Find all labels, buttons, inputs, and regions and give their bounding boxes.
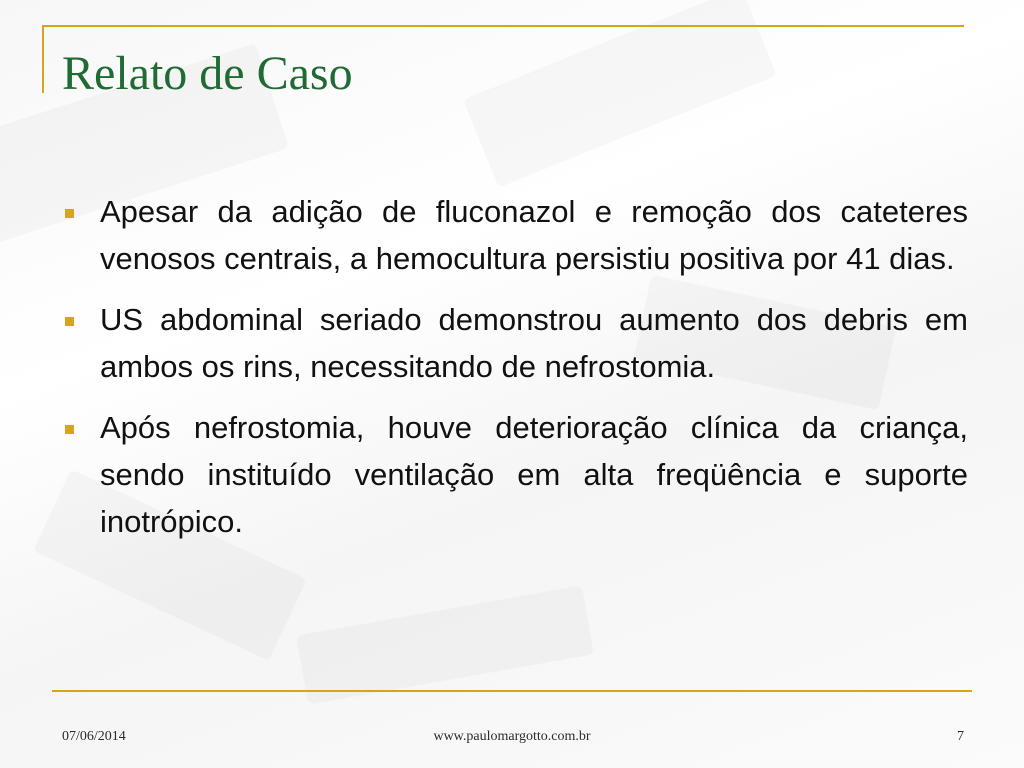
bullet-text: Após nefrostomia, houve deterioração clínica da criança, sendo instituído ventilação em alta freqüência e suporte inotrópico. — [100, 410, 968, 539]
background-texture-shape — [463, 0, 777, 188]
bullet-list — [62, 188, 968, 559]
footer-divider — [52, 690, 972, 692]
footer-date: 07/06/2014 — [62, 729, 126, 744]
square-bullet-icon — [65, 317, 74, 326]
slide-title: Relato de Caso — [62, 47, 353, 100]
bullet-item — [62, 296, 968, 390]
bullet-text: Apesar da adição de fluconazol e remoção dos cateteres venosos centrais, a hemocultura persistiu positiva por 41 dias. — [100, 194, 968, 276]
square-bullet-icon — [65, 209, 74, 218]
square-bullet-icon — [65, 425, 74, 434]
title-frame-left-line — [42, 25, 44, 93]
bullet-text: US abdominal seriado demonstrou aumento dos debris em ambos os rins, necessitando de nefrostomia. — [100, 302, 968, 384]
bullet-item — [62, 188, 968, 282]
background-texture-shape — [296, 585, 594, 704]
title-frame-top-line — [42, 25, 964, 27]
footer-website-link[interactable]: www.paulomargotto.com.br — [433, 729, 591, 744]
bullet-item — [62, 404, 968, 545]
slide-page-number: 7 — [957, 729, 964, 744]
